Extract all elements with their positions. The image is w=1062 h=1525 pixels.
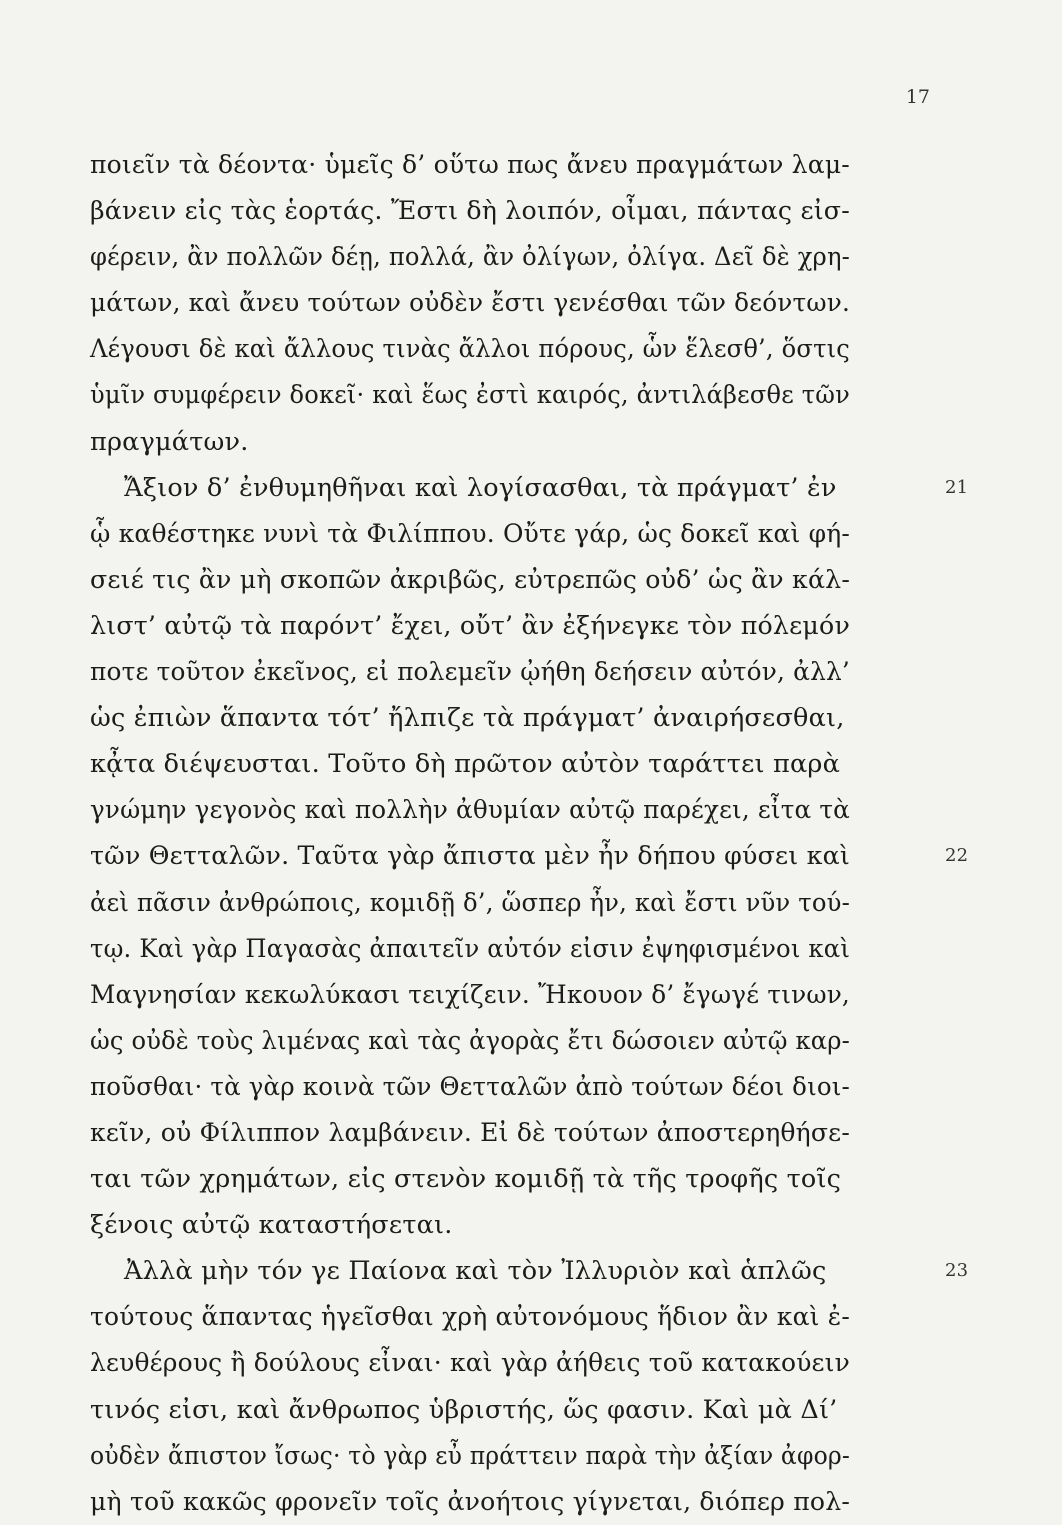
- line-text: Ἀλλὰ μὴν τόν γε Παίονα καὶ τὸν Ἰλλυριὸν καὶ ἁπλῶς: [124, 1256, 827, 1287]
- text-line: [90, 1340, 950, 1386]
- text-line: [90, 1387, 950, 1433]
- line-text: πραγμάτων.: [90, 426, 249, 457]
- text-line: [90, 419, 950, 465]
- text-line: [90, 1433, 950, 1479]
- line-text: λευθέρους ἢ δούλους εἶναι· καὶ γὰρ ἀήθεις τοῦ κατακούειν: [90, 1348, 850, 1379]
- text-line: [90, 188, 950, 234]
- line-text: Μαγνησίαν κεκωλύκασι τειχίζειν. Ἤκουον δ’ ἔγωγέ τινων,: [90, 979, 851, 1010]
- text-line: [90, 1156, 950, 1202]
- line-text: ἀεὶ πᾶσιν ἀνθρώποις, κομιδῇ δ’, ὥσπερ ἦν, καὶ ἔστι νῦν τού-: [90, 887, 850, 918]
- text-line: [90, 1294, 950, 1340]
- line-text: ποιεῖν τὰ δέοντα· ὑμεῖς δ’ οὕτω πως ἄνευ πραγμάτων λαμ-: [90, 150, 850, 180]
- text-line: [90, 972, 950, 1018]
- line-text: λιστ’ αὐτῷ τὰ παρόντ’ ἔχει, οὔτ’ ἂν ἐξήνεγκε τὸν πόλεμόν: [90, 610, 851, 641]
- text-line: [90, 234, 950, 280]
- text-line: [90, 465, 969, 511]
- text-line: [90, 926, 950, 972]
- line-text: ὑμῖν συμφέρειν δοκεῖ· καὶ ἕως ἐστὶ καιρός, ἀντιλάβεσθε τῶν: [90, 380, 850, 411]
- line-text: σειέ τις ἂν μὴ σκοπῶν ἀκριβῶς, εὐτρεπῶς οὐδ’ ὡς ἂν κάλ-: [90, 564, 851, 595]
- text-line: [90, 280, 950, 326]
- text-line: [90, 372, 950, 418]
- text-line: [90, 649, 950, 695]
- line-text: ὡς ἐπιὼν ἅπαντα τότ’ ἤλπιζε τὰ πράγματ’ ἀναιρήσεσθαι,: [90, 703, 845, 734]
- text-line: [90, 1018, 950, 1064]
- line-text: ᾧ καθέστηκε νυνὶ τὰ Φιλίππου. Οὔτε γάρ, ὡς δοκεῖ καὶ φή-: [90, 518, 851, 549]
- line-text: ὡς οὐδὲ τοὺς λιμένας καὶ τὰς ἀγορὰς ἔτι δώσοιεν αὐτῷ καρ-: [90, 1025, 851, 1056]
- line-text: ται τῶν χρημάτων, εἰς στενὸν κομιδῇ τὰ τῆς τροφῆς τοῖς: [90, 1164, 842, 1195]
- text-line: [90, 787, 950, 833]
- line-text: μάτων, καὶ ἄνευ τούτων οὐδὲν ἔστι γενέσθαι τῶν δεόντων.: [90, 288, 851, 319]
- section-number: 23: [945, 1260, 969, 1282]
- text-line: [90, 1202, 950, 1248]
- line-text: βάνειν εἰς τὰς ἑορτάς. Ἔστι δὴ λοιπόν, οἶμαι, πάντας εἰσ-: [90, 196, 850, 227]
- line-text: φέρειν, ἂν πολλῶν δέῃ, πολλά, ἂν ὀλίγων, ὀλίγα. Δεῖ δὲ χρη-: [90, 242, 850, 273]
- line-text: τῶν Θετταλῶν. Ταῦτα γὰρ ἄπιστα μὲν ἦν δήπου φύσει καὶ: [90, 841, 850, 872]
- line-text: κᾆτα διέψευσται. Τοῦτο δὴ πρῶτον αὐτὸν ταράττει παρὰ: [90, 749, 841, 780]
- line-text: γνώμην γεγονὸς καὶ πολλὴν ἀθυμίαν αὐτῷ παρέχει, εἶτα τὰ: [90, 795, 851, 826]
- line-text: ποῦσθαι· τὰ γὰρ κοινὰ τῶν Θετταλῶν ἀπὸ τούτων δέοι διοι-: [90, 1071, 850, 1102]
- text-line: [90, 1064, 950, 1110]
- text-line: [90, 1479, 950, 1525]
- text-line: [90, 880, 950, 926]
- text-line: [90, 1248, 969, 1294]
- text-body: [90, 142, 969, 1525]
- text-line: [90, 557, 950, 603]
- text-line: [90, 511, 950, 557]
- text-line: [90, 695, 950, 741]
- text-line: [90, 142, 950, 188]
- line-text: ξένοις αὐτῷ καταστήσεται.: [90, 1210, 453, 1241]
- line-text: Λέγουσι δὲ καὶ ἄλλους τινὰς ἄλλοι πόρους, ὧν ἕλεσθ’, ὅστις: [90, 334, 851, 365]
- line-text: κεῖν, οὐ Φίλιππον λαμβάνειν. Εἰ δὲ τούτων ἀποστερηθήσε-: [90, 1117, 850, 1148]
- line-text: τῳ. Καὶ γὰρ Παγασὰς ἀπαιτεῖν αὐτόν εἰσιν ἐψηφισμένοι καὶ: [90, 933, 851, 964]
- section-number: 21: [945, 476, 969, 498]
- line-text: τινός εἰσι, καὶ ἄνθρωπος ὑβριστής, ὥς φασιν. Καὶ μὰ Δί’: [90, 1394, 838, 1425]
- text-line: [90, 326, 950, 372]
- text-line: [90, 603, 950, 649]
- line-text: οὐδὲν ἄπιστον ἴσως· τὸ γὰρ εὖ πράττειν παρὰ τὴν ἀξίαν ἀφορ-: [90, 1440, 850, 1471]
- text-line: [90, 1110, 950, 1156]
- line-text: μὴ τοῦ κακῶς φρονεῖν τοῖς ἀνοήτοις γίγνεται, διόπερ πολ-: [90, 1486, 851, 1517]
- section-number: 22: [945, 845, 969, 867]
- text-line: [90, 833, 969, 879]
- text-line: [90, 741, 950, 787]
- line-text: ποτε τοῦτον ἐκεῖνος, εἰ πολεμεῖν ᾠήθη δεήσειν αὐτόν, ἀλλ’: [90, 657, 851, 688]
- line-text: Ἄξιον δ’ ἐνθυμηθῆναι καὶ λογίσασθαι, τὰ πράγματ’ ἐν: [124, 472, 837, 503]
- line-text: τούτους ἅπαντας ἡγεῖσθαι χρὴ αὐτονόμους ἥδιον ἂν καὶ ἐ-: [90, 1302, 850, 1333]
- page-number: 17: [905, 86, 930, 108]
